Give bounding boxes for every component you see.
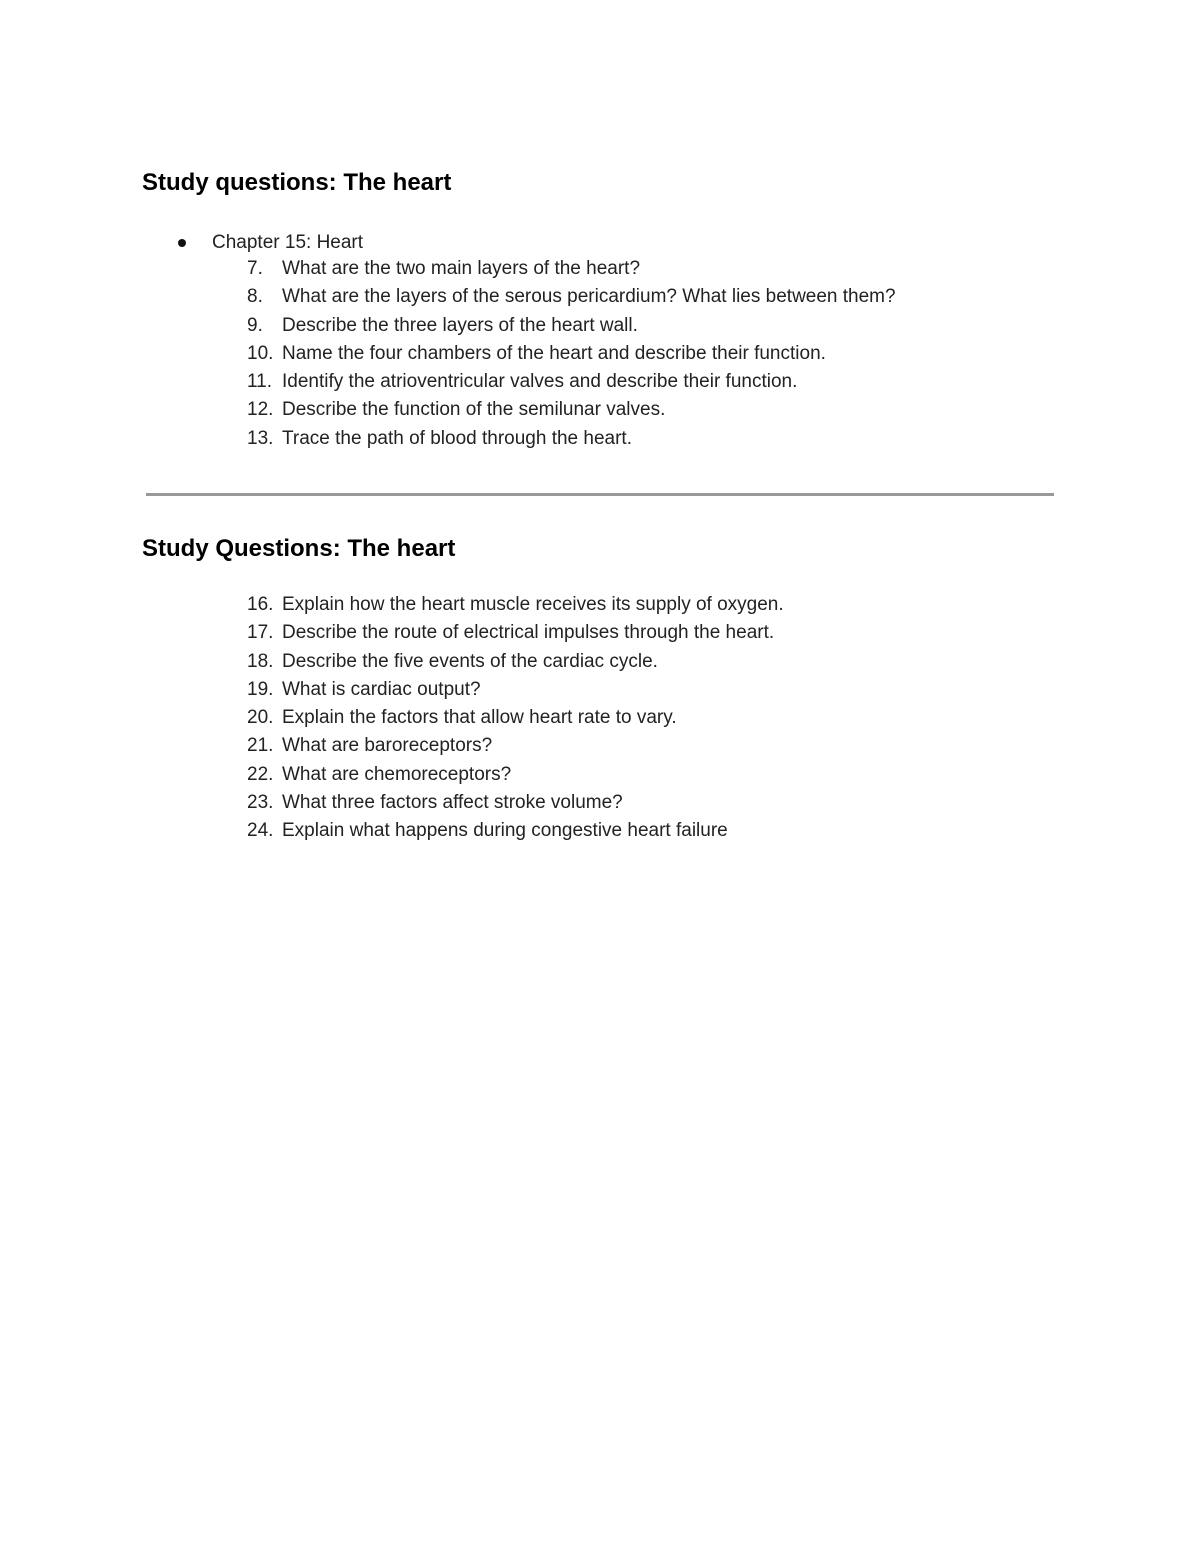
list-item (247, 789, 784, 817)
question-text: What is cardiac output? (282, 678, 481, 700)
question-number: 21. (247, 735, 274, 757)
list-item (247, 591, 784, 619)
question-number: 10. (247, 342, 274, 364)
section-title: Study questions: The heart (142, 169, 452, 196)
question-number: 7. (247, 258, 263, 279)
question-number: 16. (247, 594, 274, 615)
list-item (247, 340, 896, 368)
question-text: Describe the three layers of the heart wall. (282, 314, 638, 336)
list-item (247, 676, 784, 704)
question-number: 24. (247, 820, 274, 842)
question-text: Name the four chambers of the heart and describe their function. (282, 342, 826, 364)
question-number: 18. (247, 650, 274, 672)
list-item (247, 732, 784, 760)
list-item (247, 368, 896, 396)
question-text: Explain how the heart muscle receives its supply of oxygen. (282, 594, 784, 615)
question-text: What are the two main layers of the heart? (282, 258, 641, 279)
question-number: 23. (247, 792, 274, 814)
question-text: Trace the path of blood through the heart. (282, 427, 632, 449)
list-item (247, 817, 784, 845)
question-text: Identify the atrioventricular valves and describe their function. (282, 371, 798, 393)
list-item (247, 425, 896, 453)
question-number: 20. (247, 707, 274, 729)
question-text: What are the layers of the serous pericardium? What lies between them? (282, 286, 896, 308)
question-text: What three factors affect stroke volume? (282, 792, 623, 814)
question-number: 17. (247, 622, 274, 644)
list-item (247, 312, 896, 340)
bullet-text: Chapter 15: Heart (212, 232, 364, 253)
question-text: What are baroreceptors? (282, 735, 493, 757)
question-text: Explain the factors that allow heart rate to vary. (282, 707, 677, 729)
question-number: 8. (247, 286, 263, 308)
question-text: Describe the function of the semilunar valves. (282, 399, 666, 421)
question-number: 9. (247, 314, 263, 336)
question-text: Describe the route of electrical impulses through the heart. (282, 622, 775, 644)
question-text: Describe the five events of the cardiac cycle. (282, 650, 658, 672)
list-item (247, 283, 896, 311)
horizontal-divider (146, 493, 1054, 496)
section-title: Study Questions: The heart (142, 535, 456, 562)
list-item (247, 255, 896, 283)
question-text: What are chemoreceptors? (282, 763, 512, 785)
question-number: 11. (247, 371, 273, 393)
question-list (247, 591, 784, 846)
list-item (247, 648, 784, 676)
question-number: 19. (247, 678, 274, 700)
question-list (247, 255, 896, 453)
list-item (247, 619, 784, 647)
list-item (247, 396, 896, 424)
list-item (247, 704, 784, 732)
question-number: 22. (247, 763, 274, 785)
bullet-dot-icon (178, 239, 186, 247)
question-number: 12. (247, 399, 274, 421)
list-item (247, 761, 784, 789)
question-number: 13. (247, 427, 274, 449)
question-text: Explain what happens during congestive heart failure (282, 820, 728, 842)
